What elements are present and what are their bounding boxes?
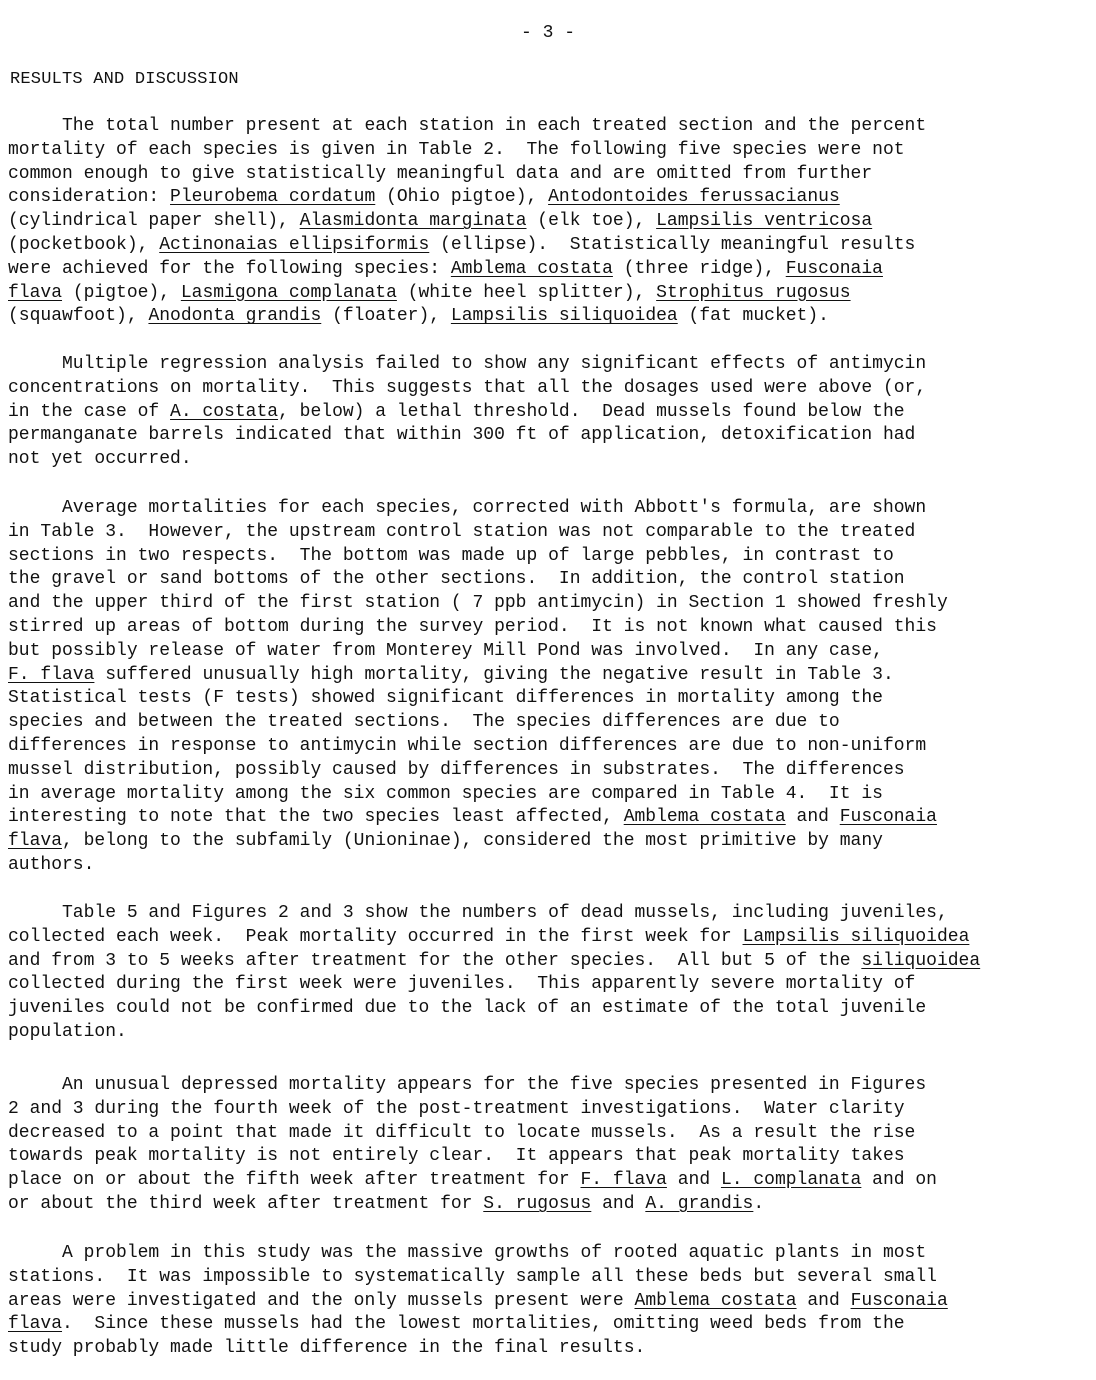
text-run: but possibly release of water from Monterey Mill Pond was involved. In any case, xyxy=(8,640,883,661)
text-line xyxy=(8,926,1088,950)
text-run: Table 5 and Figures 2 and 3 show the numbers of dead mussels, including juveniles, xyxy=(8,903,948,923)
text-line xyxy=(8,139,1088,163)
text-line xyxy=(8,424,1088,448)
species-name: Strophitus rugosus xyxy=(656,282,851,303)
text-line xyxy=(8,353,1088,377)
text-run: Average mortalities for each species, corrected with Abbott's formula, are shown xyxy=(8,498,927,518)
text-line xyxy=(8,783,1088,807)
text-line xyxy=(8,448,1088,472)
text-line xyxy=(8,163,1088,187)
text-run: 2 and 3 during the fourth week of the post-treatment investigations. Water clarity xyxy=(8,1098,905,1119)
text-run: (squawfoot), xyxy=(8,306,149,327)
text-run: (white heel splitter), xyxy=(396,282,657,303)
text-line xyxy=(8,568,1088,592)
text-run: authors. xyxy=(8,854,95,875)
species-name: siliquoidea xyxy=(861,950,981,971)
species-name: S. rugosus xyxy=(483,1193,592,1214)
paragraph-1 xyxy=(8,115,1088,329)
species-name: Antodontoides ferussacianus xyxy=(548,187,840,208)
species-name: flava xyxy=(8,1314,63,1335)
text-run: common enough to give statistically meaningful data and are omitted from further xyxy=(8,163,873,184)
text-run: population. xyxy=(8,1021,127,1042)
text-run: differences in response to antimycin while section differences are due to non-uniform xyxy=(8,735,927,756)
text-run: (floater), xyxy=(321,306,451,327)
text-line xyxy=(8,401,1088,425)
text-run: (pigtoe), xyxy=(62,282,181,303)
page-number: - 3 - xyxy=(520,23,575,43)
text-line xyxy=(8,1193,1088,1217)
species-name: Lampsilis siliquoidea xyxy=(742,926,970,947)
text-line xyxy=(8,1021,1088,1045)
text-line xyxy=(8,759,1088,783)
text-line xyxy=(8,950,1088,974)
paragraph-5 xyxy=(8,1074,1088,1217)
text-run: consideration: xyxy=(8,187,171,208)
species-name: Lasmigona complanata xyxy=(180,282,397,303)
text-line xyxy=(8,664,1088,688)
text-run: in the case of xyxy=(8,401,171,422)
text-run: study probably made little difference in the final results. xyxy=(8,1338,646,1359)
text-run: . xyxy=(753,1193,765,1214)
text-run: not yet occurred. xyxy=(8,449,192,470)
text-run: mussel distribution, possibly caused by differences in substrates. The differences xyxy=(8,759,905,780)
text-run: and from 3 to 5 weeks after treatment for the other species. All but 5 of the xyxy=(8,950,862,971)
text-run: (ellipse). Statistically meaningful results xyxy=(429,234,916,255)
text-line xyxy=(8,521,1088,545)
species-name: Fusconaia xyxy=(850,1290,948,1311)
text-run: and xyxy=(666,1170,721,1191)
text-line xyxy=(8,1337,1088,1361)
text-run: A problem in this study was the massive growths of rooted aquatic plants in most xyxy=(8,1243,927,1263)
species-name: Fusconaia xyxy=(839,807,937,828)
paragraph-2 xyxy=(8,353,1088,472)
text-line xyxy=(8,186,1088,210)
text-run: (pocketbook), xyxy=(8,234,160,255)
text-line xyxy=(8,1122,1088,1146)
text-line xyxy=(8,1242,1088,1266)
text-line xyxy=(8,687,1088,711)
text-run: decreased to a point that made it difficult to locate mussels. As a result the rise xyxy=(8,1122,916,1143)
text-run: towards peak mortality is not entirely clear. It appears that peak mortality takes xyxy=(8,1146,905,1167)
text-run: juveniles could not be confirmed due to the lack of an estimate of the total juvenile xyxy=(8,998,927,1019)
text-run: in Table 3. However, the upstream control station was not comparable to the treated xyxy=(8,521,916,542)
species-name: flava xyxy=(8,282,63,303)
species-name: F. flava xyxy=(580,1170,667,1191)
text-run: concentrations on mortality. This suggests that all the dosages used were above (or, xyxy=(8,377,927,398)
text-run: sections in two respects. The bottom was made up of large pebbles, in contrast to xyxy=(8,545,894,566)
species-name: Amblema costata xyxy=(623,807,786,828)
species-name: Amblema costata xyxy=(634,1290,797,1311)
text-run: permanganate barrels indicated that within 300 ft of application, detoxification had xyxy=(8,425,916,446)
text-line xyxy=(8,377,1088,401)
text-run: suffered unusually high mortality, giving the negative result in Table 3. xyxy=(94,664,894,685)
section-heading: RESULTS AND DISCUSSION xyxy=(10,70,239,89)
text-line xyxy=(8,1074,1088,1098)
text-run: were achieved for the following species: xyxy=(8,258,451,279)
species-name: Anodonta grandis xyxy=(148,306,322,327)
text-line xyxy=(8,973,1088,997)
species-name: L. complanata xyxy=(720,1170,862,1191)
text-run: areas were investigated and the only mussels present were xyxy=(8,1290,635,1311)
text-run: and on xyxy=(861,1170,937,1191)
text-run: . Since these mussels had the lowest mortalities, omitting weed beds from the xyxy=(62,1314,905,1335)
species-name: Alasmidonta marginata xyxy=(299,211,527,232)
paragraph-6 xyxy=(8,1242,1088,1361)
text-line xyxy=(8,902,1088,926)
species-name: Lampsilis siliquoidea xyxy=(450,306,678,327)
text-line xyxy=(8,497,1088,521)
text-line xyxy=(8,854,1088,878)
text-run: place on or about the fifth week after treatment for xyxy=(8,1170,581,1191)
paragraph-3 xyxy=(8,497,1088,878)
text-run: and xyxy=(785,807,840,828)
text-run: Statistical tests (F tests) showed significant differences in mortality among the xyxy=(8,688,883,709)
text-run: (three ridge), xyxy=(612,258,786,279)
text-run: , below) a lethal threshold. Dead mussels found below the xyxy=(278,401,905,422)
text-run: The total number present at each station in each treated section and the percent xyxy=(8,116,927,136)
text-line xyxy=(8,592,1088,616)
text-line xyxy=(8,258,1088,282)
text-run: stirred up areas of bottom during the survey period. It is not known what caused this xyxy=(8,616,937,637)
text-line xyxy=(8,1098,1088,1122)
text-run: mortality of each species is given in Table 2. The following five species were not xyxy=(8,139,905,160)
text-run: and the upper third of the first station ( 7 ppb antimycin) in Section 1 showed freshly xyxy=(8,593,948,614)
text-run: Multiple regression analysis failed to show any significant effects of antimycin xyxy=(8,354,927,374)
text-run: (elk toe), xyxy=(526,211,657,232)
text-line xyxy=(8,616,1088,640)
text-line xyxy=(8,830,1088,854)
species-name: Actinonaias ellipsiformis xyxy=(159,234,430,255)
text-line xyxy=(8,115,1088,139)
paragraph-4 xyxy=(8,902,1088,1045)
text-run: and xyxy=(591,1193,646,1214)
text-line xyxy=(8,997,1088,1021)
text-run: (cylindrical paper shell), xyxy=(8,211,300,232)
text-run: An unusual depressed mortality appears for the five species presented in Figures xyxy=(8,1075,927,1095)
text-line xyxy=(8,735,1088,759)
text-line xyxy=(8,545,1088,569)
text-run: or about the third week after treatment for xyxy=(8,1193,484,1214)
text-line xyxy=(8,282,1088,306)
text-run: interesting to note that the two species least affected, xyxy=(8,807,624,828)
species-name: F. flava xyxy=(8,664,95,685)
text-line xyxy=(8,1313,1088,1337)
species-name: A. grandis xyxy=(645,1193,754,1214)
text-line xyxy=(8,234,1088,258)
text-run: and xyxy=(796,1290,851,1311)
text-line xyxy=(8,305,1088,329)
text-run: (fat mucket). xyxy=(677,306,829,327)
species-name: Amblema costata xyxy=(450,258,613,279)
species-name: Pleurobema cordatum xyxy=(170,187,376,208)
species-name: flava xyxy=(8,831,63,852)
text-run: species and between the treated sections. The species differences are due to xyxy=(8,712,840,733)
text-line xyxy=(8,1266,1088,1290)
text-line xyxy=(8,1145,1088,1169)
text-line xyxy=(8,711,1088,735)
text-line xyxy=(8,210,1088,234)
text-run: , belong to the subfamily (Unioninae), considered the most primitive by many xyxy=(62,831,883,852)
text-line xyxy=(8,806,1088,830)
text-run: stations. It was impossible to systematically sample all these beds but several small xyxy=(8,1266,937,1287)
text-run: in average mortality among the six common species are compared in Table 4. It is xyxy=(8,783,883,804)
text-run: collected each week. Peak mortality occurred in the first week for xyxy=(8,926,743,947)
text-line xyxy=(8,1169,1088,1193)
species-name: A. costata xyxy=(170,401,279,422)
text-run: collected during the first week were juveniles. This apparently severe mortality of xyxy=(8,974,916,995)
species-name: Lampsilis ventricosa xyxy=(656,211,873,232)
text-line xyxy=(8,640,1088,664)
text-run: (Ohio pigtoe), xyxy=(375,187,549,208)
species-name: Fusconaia xyxy=(785,258,883,279)
text-run: the gravel or sand bottoms of the other sections. In addition, the control station xyxy=(8,569,905,590)
text-line xyxy=(8,1290,1088,1314)
